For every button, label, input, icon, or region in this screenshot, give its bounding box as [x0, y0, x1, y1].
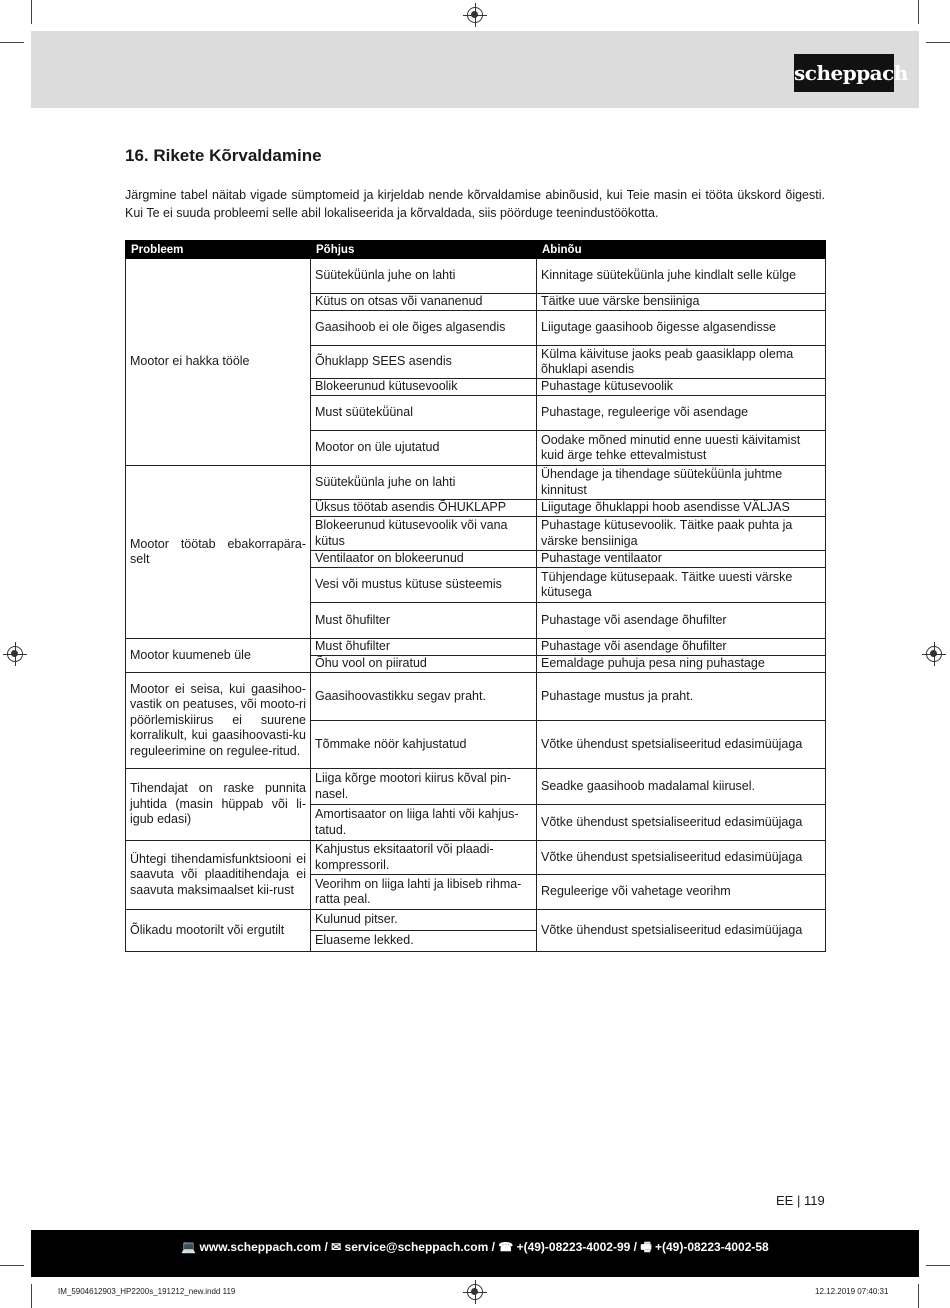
remedy-cell: Võtke ühendust spetsialiseeritud edasimüüjaga — [537, 910, 826, 952]
page-number: EE | 119 — [776, 1193, 825, 1208]
cause-cell: Kütus on otsas või vananenud — [311, 294, 537, 311]
problem-cell: Tihendajat on raske punnita juhtida (masin hüppab või li-igub edasi) — [126, 769, 311, 841]
cause-cell: Amortisaator on liiga lahti või kahjus-tatud. — [311, 805, 537, 841]
remedy-cell: Eemaldage puhuja pesa ning puhastage — [537, 656, 826, 673]
registration-mark-icon — [467, 1284, 483, 1300]
cause-cell: Kulunud pitser. — [311, 910, 537, 931]
brand-logo: scheppach — [794, 54, 894, 92]
crop-mark — [31, 0, 32, 24]
problem-cell: Õlikadu mootorilt või ergutilt — [126, 910, 311, 952]
crop-mark — [0, 1265, 24, 1266]
remedy-cell: Võtke ühendust spetsialiseeritud edasimüüjaga — [537, 805, 826, 841]
remedy-cell: Puhastage või asendage õhufilter — [537, 639, 826, 656]
problem-cell: Mootor töötab ebakorrapära-selt — [126, 466, 311, 639]
remedy-cell: Puhastage mustus ja praht. — [537, 673, 826, 721]
crop-mark — [918, 1284, 919, 1308]
cause-cell: Süütekü̈ünla juhe on lahti — [311, 259, 537, 294]
remedy-cell: Reguleerige või vahetage veorihm — [537, 875, 826, 910]
cause-cell: Ventilaator on blokeerunud — [311, 551, 537, 568]
registration-mark-icon — [926, 646, 942, 662]
cause-cell: Tõmmake nöör kahjustatud — [311, 721, 537, 769]
crop-mark — [926, 1265, 950, 1266]
cause-cell: Blokeerunud kütusevoolik või vana kütus — [311, 517, 537, 551]
remedy-cell: Puhastage ventilaator — [537, 551, 826, 568]
cause-cell: Veorihm on liiga lahti ja libiseb rihma-ratta peal. — [311, 875, 537, 910]
problem-cell: Mootor kuumeneb üle — [126, 639, 311, 673]
remedy-cell: Tühjendage kütusepaak. Täitke uuesti värske kütusega — [537, 568, 826, 603]
cause-cell: Must õhufilter — [311, 639, 537, 656]
cause-cell: Blokeerunud kütusevoolik — [311, 379, 537, 396]
cause-cell: Liiga kõrge mootori kiirus kõval pin-nasel. — [311, 769, 537, 805]
cause-cell: Kahjustus eksitaatoril või plaadi-kompressoril. — [311, 841, 537, 875]
section-title: 16. Rikete Kõrvaldamine — [125, 146, 322, 165]
remedy-cell: Ühendage ja tihendage süütekü̈ünla juhtme kinnitust — [537, 466, 826, 500]
remedy-cell: Seadke gaasihoob madalamal kiirusel. — [537, 769, 826, 805]
cause-cell: Üksus töötab asendis ÕHUKLAPP — [311, 500, 537, 517]
cause-cell: Eluaseme lekked. — [311, 931, 537, 952]
table-row — [126, 673, 826, 721]
table-header-row — [126, 241, 826, 259]
crop-mark — [918, 0, 919, 24]
crop-mark — [31, 1284, 32, 1308]
remedy-cell: Külma käivituse jaoks peab gaasiklapp olema õhuklapi asendis — [537, 346, 826, 379]
problem-cell: Mootor ei hakka tööle — [126, 259, 311, 466]
table-row — [126, 259, 826, 294]
remedy-cell: Liigutage gaasihoob õigesse algasendisse — [537, 311, 826, 346]
print-slug-date: 12.12.2019 07:40:31 — [815, 1287, 889, 1296]
footer-contact-bar — [31, 1230, 919, 1277]
remedy-cell: Täitke uue värske bensiiniga — [537, 294, 826, 311]
column-header-remedy: Abinõu — [537, 241, 826, 259]
remedy-cell: Võtke ühendust spetsialiseeritud edasimüüjaga — [537, 721, 826, 769]
cause-cell: Mootor on üle ujutatud — [311, 431, 537, 466]
print-slug-file: IM_5904612903_HP2200s_191212_new.indd 119 — [58, 1287, 236, 1296]
cause-cell: Gaasihoovastikku segav praht. — [311, 673, 537, 721]
column-header-problem: Probleem — [126, 241, 311, 259]
cause-cell: Gaasihoob ei ole õiges algasendis — [311, 311, 537, 346]
crop-mark — [0, 42, 24, 43]
remedy-cell: Puhastage, reguleerige või asendage — [537, 396, 826, 431]
problem-cell: Mootor ei seisa, kui gaasihoo-vastik on peatuses, või mooto-ri pöörlemiskiirus ei suurene korralikult, kui gaasihoovasti-ku reguleerimine on regulee-ritud. — [126, 673, 311, 769]
cause-cell: Õhuklapp SEES asendis — [311, 346, 537, 379]
header-band — [31, 31, 919, 108]
problem-cell: Ühtegi tihendamisfunktsiooni ei saavuta või plaaditihendaja ei saavuta maksimaalset kii-rust — [126, 841, 311, 910]
cause-cell: Vesi või mustus kütuse süsteemis — [311, 568, 537, 603]
cause-cell: Must süütekü̈ünal — [311, 396, 537, 431]
remedy-cell: Liigutage õhuklappi hoob asendisse VÄLJAS — [537, 500, 826, 517]
remedy-cell: Oodake mõned minutid enne uuesti käivitamist kuid ärge tehke ettevalmistust — [537, 431, 826, 466]
crop-mark — [926, 42, 950, 43]
remedy-cell: Puhastage või asendage õhufilter — [537, 603, 826, 639]
column-header-cause: Põhjus — [311, 241, 537, 259]
remedy-cell: Puhastage kütusevoolik — [537, 379, 826, 396]
table-row — [126, 910, 826, 931]
remedy-cell: Puhastage kütusevoolik. Täitke paak puhta ja värske bensiiniga — [537, 517, 826, 551]
footer-contact-text: 💻 www.scheppach.com / ✉ service@scheppach.com / ☎ +(49)-08223-4002-99 / 🖷 +(49)-08223-4002-58 — [181, 1240, 769, 1254]
registration-mark-icon — [7, 646, 23, 662]
table-row — [126, 841, 826, 875]
cause-cell: Must õhufilter — [311, 603, 537, 639]
table-row — [126, 639, 826, 656]
remedy-cell: Võtke ühendust spetsialiseeritud edasimüüjaga — [537, 841, 826, 875]
troubleshooting-table — [125, 240, 826, 952]
cause-cell: Süütekü̈ünla juhe on lahti — [311, 466, 537, 500]
table-row — [126, 769, 826, 805]
section-intro: Järgmine tabel näitab vigade sümptomeid ja kirjeldab nende kõrvaldamise abinõusid, kui Teie masin ei tööta ükskord õigesti. Kui Te ei suuda probleemi selle abil lokaliseerida ja kõrvaldada, siis pöörduge teenindustöökotta. — [125, 188, 825, 220]
cause-cell: Õhu vool on piiratud — [311, 656, 537, 673]
registration-mark-icon — [467, 7, 483, 23]
remedy-cell: Kinnitage süütekü̈ünla juhe kindlalt selle külge — [537, 259, 826, 294]
table-row — [126, 466, 826, 500]
